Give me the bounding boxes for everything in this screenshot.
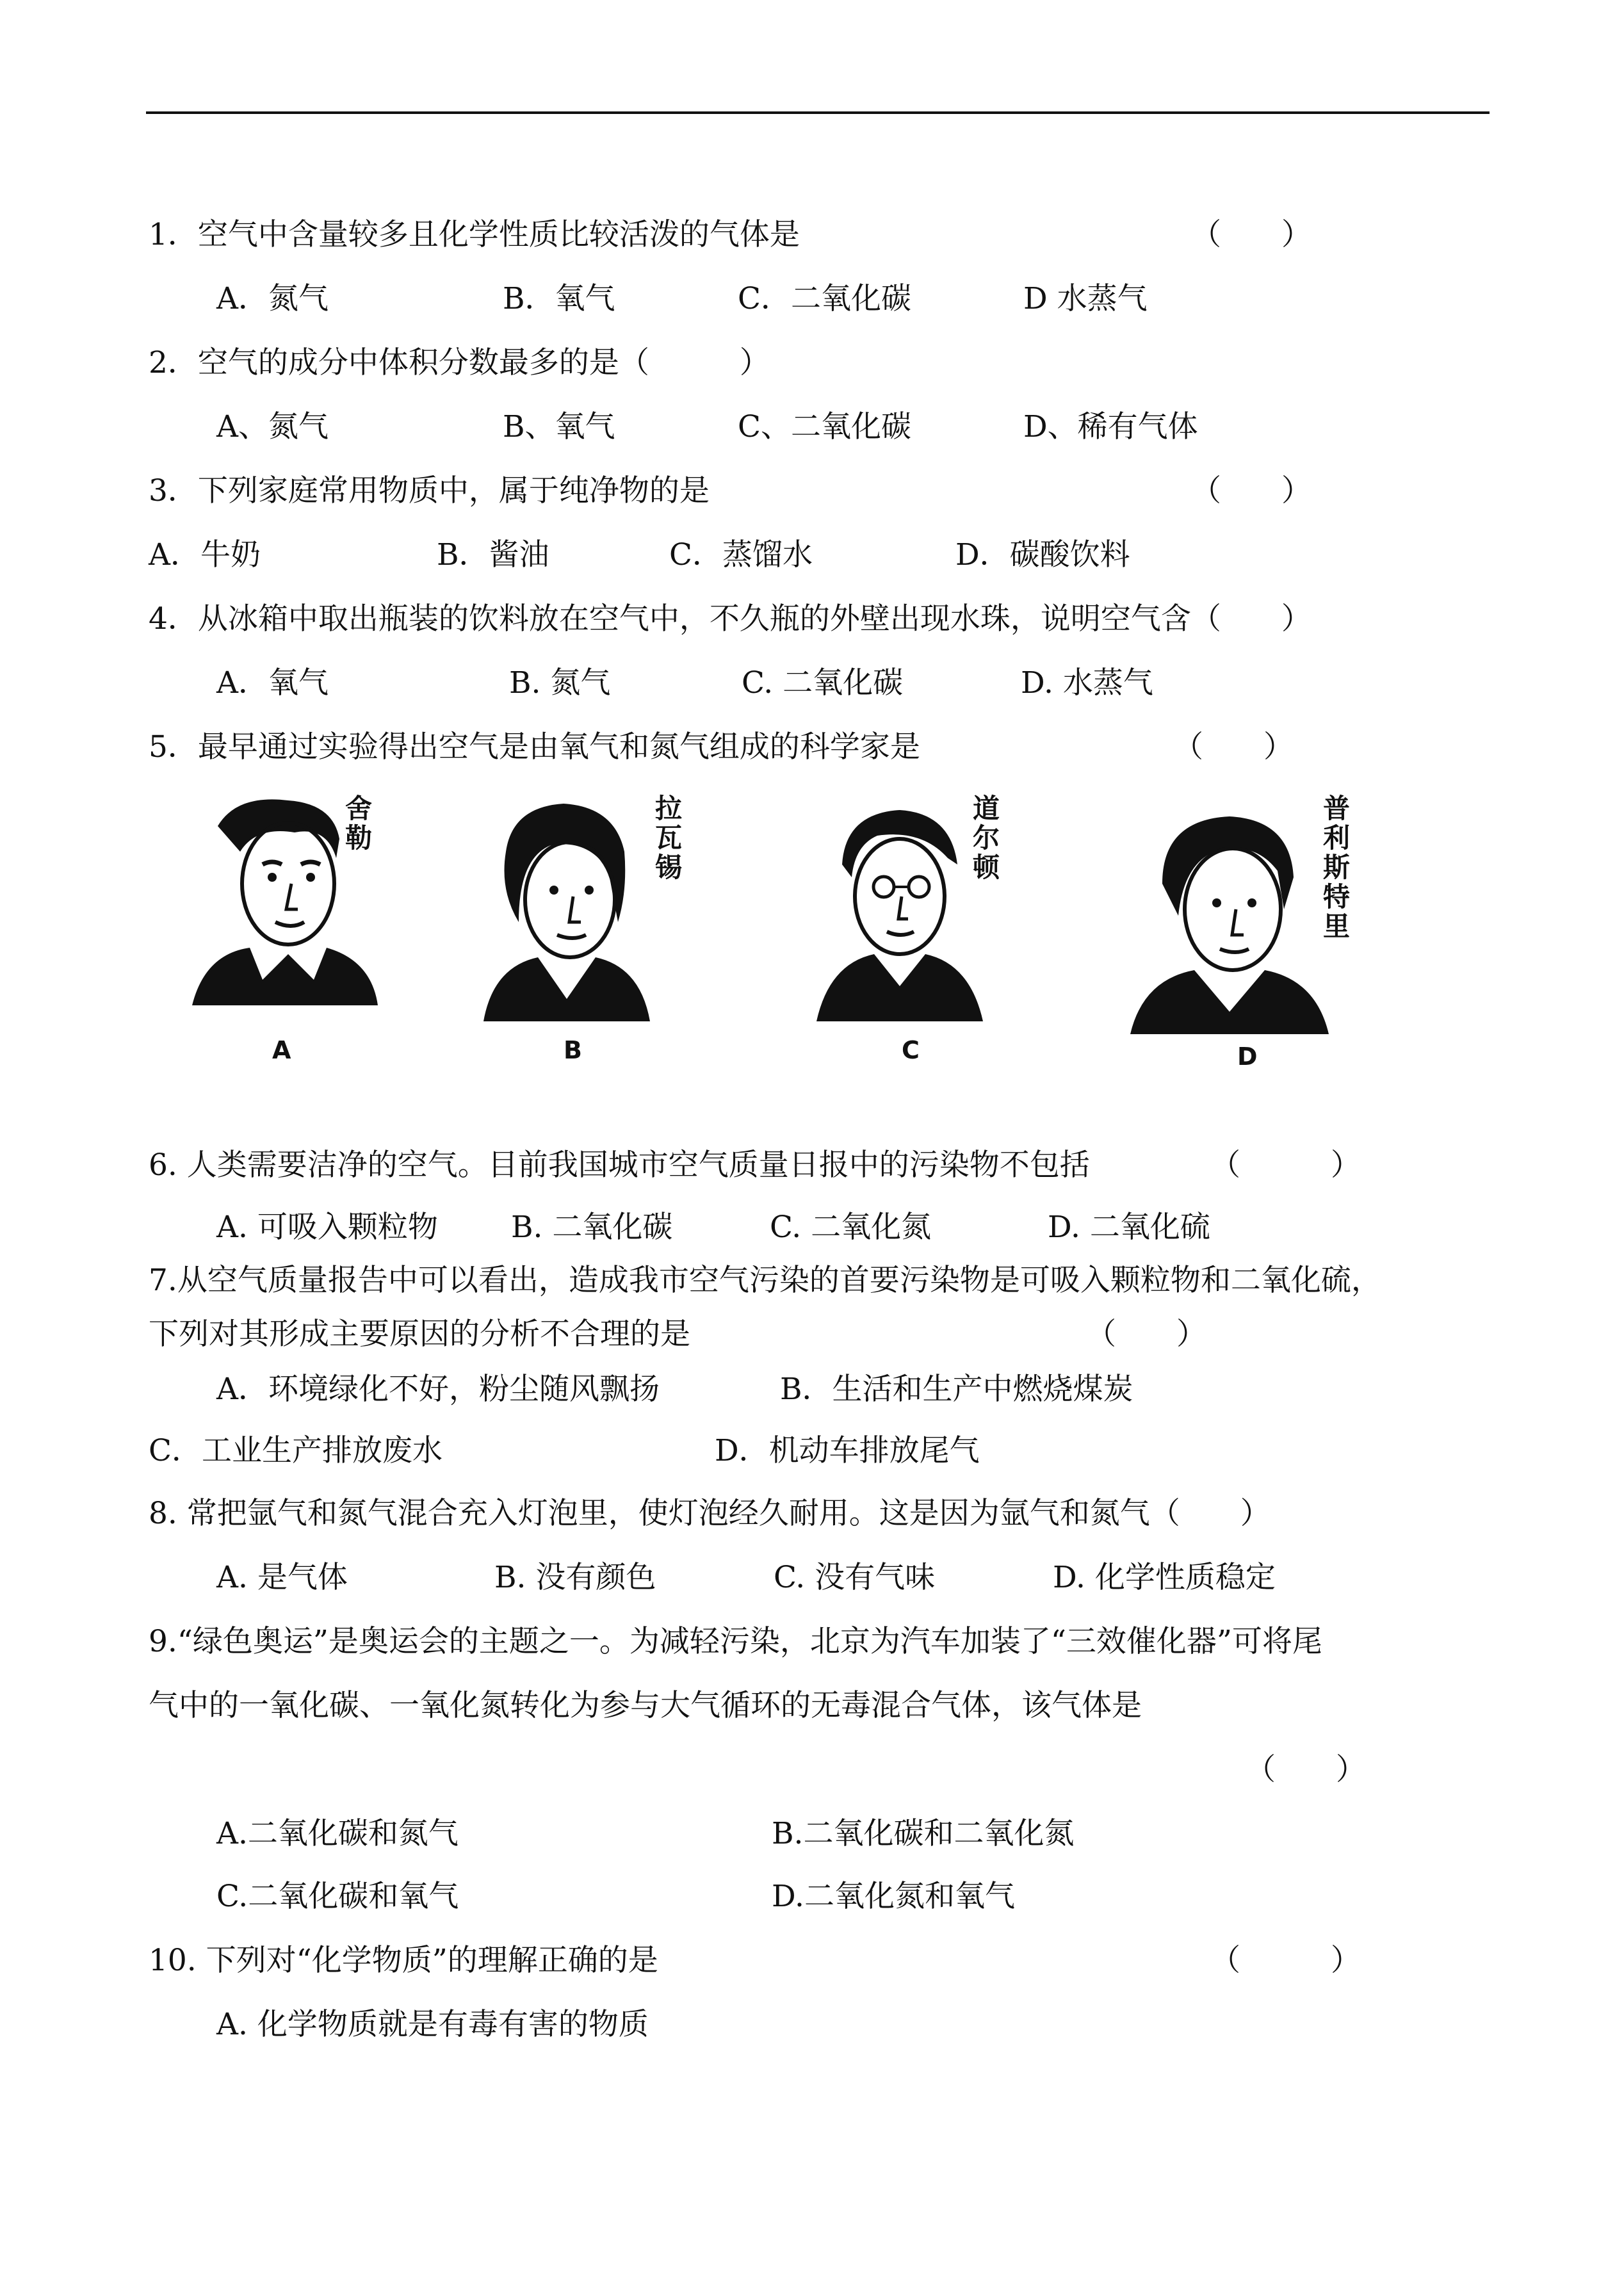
q3-stem: 3．下列家庭常用物质中，属于纯净物的是 <box>149 473 710 508</box>
q2-option-d: D、稀有气体 <box>1023 409 1198 444</box>
q5-stem: 5．最早通过实验得出空气是由氧气和氮气组成的科学家是 <box>149 729 920 765</box>
q4-option-d: D. 水蒸气 <box>1021 665 1153 701</box>
q10-stem: 10. 下列对“化学物质”的理解正确的是 <box>149 1943 658 1978</box>
q6-option-a: A. 可吸入颗粒物 <box>216 1210 438 1245</box>
q3-option-d: D．碳酸饮料 <box>955 537 1130 572</box>
q1-stem: 1．空气中含量较多且化学性质比较活泼的气体是 <box>149 217 800 252</box>
q6-bracket: （ ） <box>1210 1148 1361 1183</box>
q1-option-c: C．二氧化碳 <box>738 281 911 316</box>
q4-option-a: A．氧气 <box>216 665 329 701</box>
q9-option-d: D.二氧化氮和氧气 <box>772 1879 1015 1914</box>
q2-option-b: B、氧气 <box>503 409 615 444</box>
q1-option-b: B．氧气 <box>503 281 615 316</box>
header-rule <box>146 111 1490 114</box>
q6-option-b: B. 二氧化碳 <box>511 1210 673 1245</box>
portrait-c-name: 道 尔 顿 <box>972 793 1000 883</box>
q2-option-a: A、氮气 <box>216 409 329 444</box>
q3-option-a: A．牛奶 <box>149 537 261 572</box>
q1-option-a: A．氮气 <box>216 281 329 316</box>
q7-bracket: （ ） <box>1086 1317 1206 1352</box>
q5-bracket: （ ） <box>1173 729 1294 765</box>
portrait-b-name: 拉 瓦 锡 <box>654 793 682 883</box>
portrait-dalton-icon <box>813 794 986 1025</box>
q8-option-c: C. 没有气味 <box>774 1560 936 1595</box>
q7-option-a: A．环境绿化不好，粉尘随风飘扬 <box>216 1372 660 1407</box>
q9-option-b: B.二氧化碳和二氧化氮 <box>772 1816 1075 1851</box>
q7-stem-line1: 7.从空气质量报告中可以看出，造成我市空气污染的首要污染物是可吸入颗粒物和二氧化硫， <box>149 1263 1381 1298</box>
q7-option-d: D．机动车排放尾气 <box>715 1433 980 1468</box>
q4-option-c: C. 二氧化碳 <box>742 665 904 701</box>
q7-stem-line2: 下列对其形成主要原因的分析不合理的是 <box>149 1317 690 1352</box>
q4-option-b: B. 氮气 <box>509 665 611 701</box>
q6-option-c: C. 二氧化氮 <box>770 1210 932 1245</box>
q9-option-c: C.二氧化碳和氧气 <box>216 1879 459 1914</box>
q9-stem-line1: 9.“绿色奥运”是奥运会的主题之一。为减轻污染，北京为汽车加装了“三效催化器”可将尾 <box>149 1624 1322 1659</box>
portrait-a-label: A <box>272 1036 291 1064</box>
q1-bracket: （ ） <box>1191 217 1311 252</box>
portrait-a-name: 舍 勒 <box>345 793 372 854</box>
q8-option-a: A. 是气体 <box>216 1560 348 1595</box>
q10-option-a: A. 化学物质就是有毒有害的物质 <box>216 2007 649 2042</box>
q8-option-d: D. 化学性质稳定 <box>1053 1560 1276 1595</box>
q3-option-b: B．酱油 <box>437 537 549 572</box>
portrait-d-label: D <box>1237 1042 1258 1071</box>
q6-option-d: D. 二氧化硫 <box>1048 1210 1210 1245</box>
q1-option-d: D 水蒸气 <box>1023 281 1148 316</box>
q4-stem: 4．从冰箱中取出瓶装的饮料放在空气中，不久瓶的外壁出现水珠，说明空气含（ ） <box>149 601 1311 637</box>
q7-option-c: C．工业生产排放废水 <box>149 1433 443 1468</box>
q2-option-c: C、二氧化碳 <box>738 409 911 444</box>
portrait-lavoisier-icon <box>480 794 653 1025</box>
portrait-c-label: C <box>902 1036 920 1064</box>
q3-bracket: （ ） <box>1191 473 1311 508</box>
q7-option-b: B．生活和生产中燃烧煤炭 <box>780 1372 1133 1407</box>
q9-option-a: A.二氧化碳和氮气 <box>216 1816 459 1851</box>
portrait-b-label: B <box>564 1036 582 1064</box>
q3-option-c: C．蒸馏水 <box>669 537 813 572</box>
q9-bracket: （ ） <box>1246 1752 1366 1787</box>
q8-stem: 8. 常把氩气和氮气混合充入灯泡里，使灯泡经久耐用。这是因为氩气和氮气（ ） <box>149 1496 1271 1531</box>
portrait-d-name: 普 利 斯 特 里 <box>1322 793 1350 942</box>
q2-stem: 2．空气的成分中体积分数最多的是（ ） <box>149 345 770 380</box>
q8-option-b: B. 没有颜色 <box>494 1560 656 1595</box>
q9-stem-line2: 气中的一氧化碳、一氧化氮转化为参与大气循环的无毒混合气体，该气体是 <box>149 1688 1142 1723</box>
portrait-priestley-icon <box>1124 800 1335 1037</box>
q10-bracket: （ ） <box>1210 1943 1361 1978</box>
q6-stem: 6. 人类需要洁净的空气。目前我国城市空气质量日报中的污染物不包括 <box>149 1148 1090 1183</box>
